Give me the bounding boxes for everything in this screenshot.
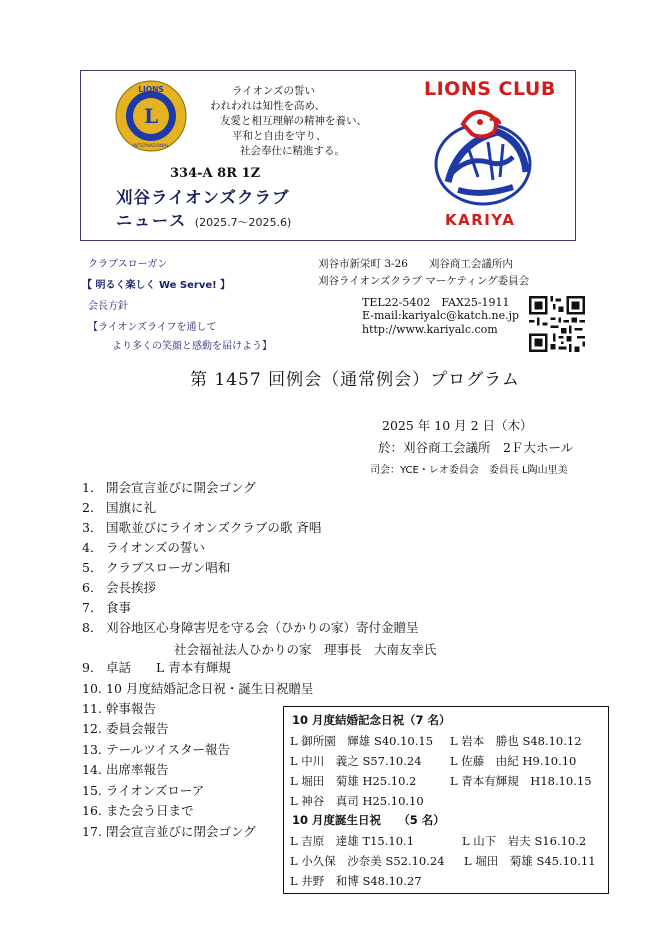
birthday-entry: L 山下 岩夫 S16.10.2 <box>462 834 587 848</box>
meeting-date: 2025 年 10 月 2 日（木） <box>382 418 533 433</box>
oath-line: 平和と自由を守り、 <box>232 130 327 142</box>
birthday-title: 10 月度誕生日祝 （5 名） <box>292 813 445 827</box>
emblem-top-text: LIONS <box>138 85 164 94</box>
agenda-text: 卓話 L 青本有輝規 <box>106 660 231 675</box>
program-title: 第 1457 回例会（通常例会）プログラム <box>190 370 520 390</box>
agenda-number: 14. <box>82 762 102 777</box>
agenda-number: 13. <box>82 742 102 757</box>
slogan-label: クラブスローガン <box>88 259 168 270</box>
news-title <box>116 208 291 231</box>
tel-fax: TEL22-5402 FAX25-1911 <box>362 296 510 309</box>
policy-line: 【ライオンズライフを通して <box>88 322 217 333</box>
agenda-number: 7． <box>82 600 103 615</box>
slogan-text: 【 明るく楽しく We Serve! 】 <box>82 280 231 291</box>
wedding-entry: L 岩本 勝也 S48.10.12 <box>450 734 582 748</box>
agenda-text: 閉会宣言並びに閉会ゴング <box>106 824 256 839</box>
agenda-item <box>82 498 156 518</box>
website-link[interactable]: http://www.kariyalc.com <box>362 323 498 336</box>
news-period: (2025.7〜2025.6) <box>194 216 292 229</box>
emblem-bottom-text: INTERNATIONAL <box>132 144 170 149</box>
agenda-item <box>82 618 419 638</box>
policy-line: より多くの笑顔と感動を届けよう】 <box>112 341 272 352</box>
agenda-text: 幹事報告 <box>106 701 157 716</box>
agenda-number: 5． <box>82 560 103 575</box>
agenda-number: 11. <box>82 701 102 716</box>
agenda-item <box>82 679 313 699</box>
birthday-entry: L 井野 和博 S48.10.27 <box>290 874 422 888</box>
kariya-turtle-logo-icon <box>428 102 538 210</box>
agenda-text: 会長挨拶 <box>106 580 157 595</box>
agenda-item <box>82 699 156 719</box>
agenda-item <box>82 801 194 821</box>
celebration-box <box>283 706 609 894</box>
wedding-anniversary-title: 10 月度結婚記念日祝（7 名） <box>292 713 451 727</box>
agenda-number: 17. <box>82 824 102 839</box>
agenda-text: 開会宣言並びに開会ゴング <box>106 480 256 495</box>
wedding-entry: L 堀田 菊雄 H25.10.2 <box>290 774 417 788</box>
agenda-item <box>82 740 230 760</box>
agenda-text: 出席率報告 <box>106 762 169 777</box>
agenda-text: クラブスローガン唱和 <box>106 560 231 575</box>
wedding-entry: L 御所園 輝雄 S40.10.15 <box>290 734 434 748</box>
agenda-item <box>82 518 321 538</box>
agenda-number: 4． <box>82 540 103 555</box>
wedding-entry: L 神谷 真司 H25.10.10 <box>290 794 424 808</box>
email-link[interactable]: E-mail:kariyalc@katch.ne.jp <box>362 309 520 322</box>
agenda-number: 2． <box>82 500 103 515</box>
lions-international-emblem-icon <box>115 80 187 152</box>
agenda-number: 6． <box>82 580 103 595</box>
address-line: 刈谷ライオンズクラブ マーケティング委員会 <box>318 275 530 287</box>
agenda-text: ライオンズの誓い <box>106 540 205 555</box>
agenda-item <box>82 658 231 678</box>
agenda-text: ライオンズローア <box>106 783 205 798</box>
agenda-text: また会う日まで <box>106 803 194 818</box>
agenda-text: 委員会報告 <box>106 721 169 736</box>
oath-line: 社会奉仕に精進する。 <box>240 145 345 157</box>
oath-title: ライオンズの誓い <box>232 85 316 97</box>
agenda-text: 国歌並びにライオンズクラブの歌 斉唱 <box>106 520 322 535</box>
agenda-number: 12. <box>82 721 102 736</box>
wedding-entry: L 佐藤 由紀 H9.10.10 <box>450 754 577 768</box>
agenda-text: 食事 <box>106 600 132 615</box>
agenda-item <box>82 719 169 739</box>
agenda-item <box>82 578 156 598</box>
oath-line: 友愛と相互理解の精神を養い、 <box>220 115 367 127</box>
agenda-item <box>82 760 169 780</box>
wedding-entry: L 中川 義之 S57.10.24 <box>290 754 422 768</box>
policy-label: 会長方針 <box>88 301 128 312</box>
agenda-text: 国旗に礼 <box>106 500 157 515</box>
agenda-number: 15. <box>82 783 102 798</box>
kariya-word: KARIYA <box>445 211 516 229</box>
qr-code-icon[interactable] <box>529 296 585 352</box>
agenda-number: 10. <box>82 681 102 696</box>
agenda-number: 1． <box>82 480 103 495</box>
meeting-venue: 於：刈谷商工会議所 2Ｆ大ホール <box>378 440 574 455</box>
emblem-letter: L <box>143 104 159 128</box>
agenda-number: 8． <box>82 620 103 635</box>
district-code: 334-A 8R 1Z <box>170 166 261 181</box>
birthday-entry: L 小久保 沙奈美 S52.10.24 <box>290 854 445 868</box>
agenda-item <box>82 598 131 618</box>
news-label: ニュース <box>116 211 188 230</box>
agenda-sub-text: 社会福祉法人ひかりの家 理事長 大南友幸氏 <box>174 642 437 657</box>
agenda-item <box>82 781 204 801</box>
meeting-host: 司会：YCE・レオ委員会 委員長 L陶山里美 <box>370 465 568 476</box>
agenda-number: 9． <box>82 660 103 675</box>
agenda-item <box>82 558 230 578</box>
agenda-item <box>82 822 256 842</box>
agenda-text: テールツイスター報告 <box>106 742 231 757</box>
birthday-entry: L 堀田 菊雄 S45.10.11 <box>464 854 596 868</box>
club-name: 刈谷ライオンズクラブ <box>116 188 290 207</box>
lions-club-title: LIONS CLUB <box>424 78 556 100</box>
oath-line: われわれは知性を高め、 <box>210 100 326 112</box>
birthday-entry: L 吉原 達雄 T15.10.1 <box>290 834 415 848</box>
agenda-item <box>82 538 205 558</box>
agenda-item <box>82 478 256 498</box>
agenda-text: 刈谷地区心身障害児を守る会（ひかりの家）寄付金贈呈 <box>106 620 419 635</box>
agenda-text: 10 月度結婚記念日祝・誕生日祝贈呈 <box>106 681 314 696</box>
lions-oath <box>210 84 380 159</box>
address-line: 刈谷市新栄町 3-26 刈谷商工会議所内 <box>318 258 513 270</box>
agenda-number: 16. <box>82 803 102 818</box>
wedding-entry: L 青本有輝規 H18.10.15 <box>450 774 592 788</box>
agenda-number: 3． <box>82 520 103 535</box>
